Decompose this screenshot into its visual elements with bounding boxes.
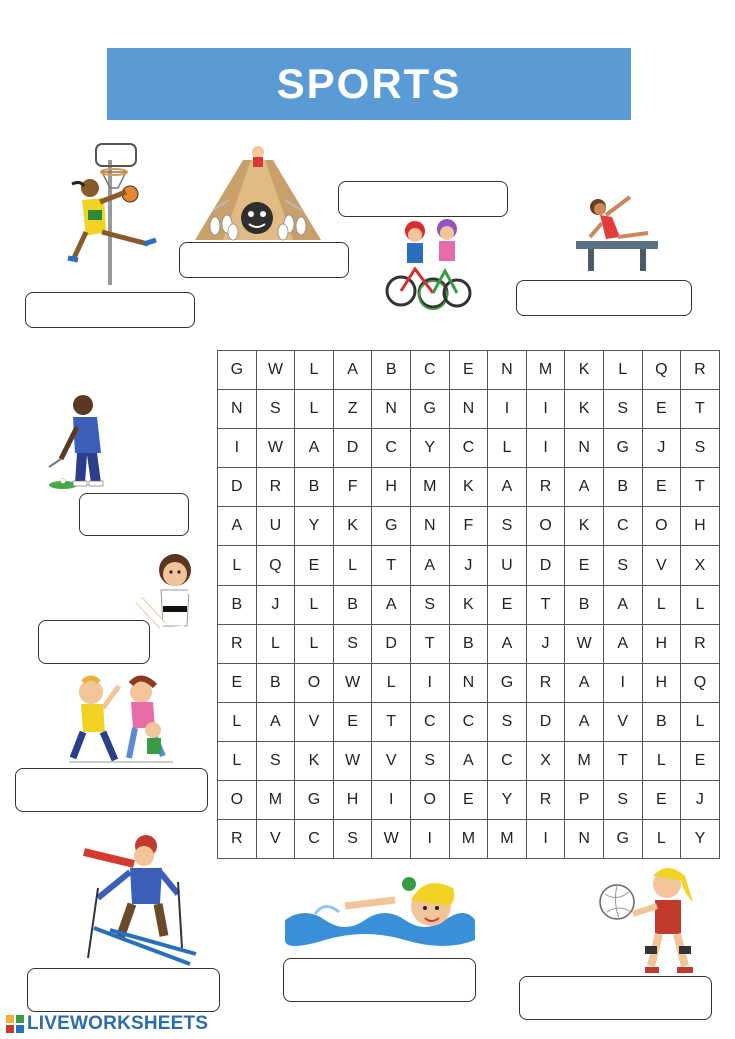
grid-cell[interactable]: A <box>565 702 604 741</box>
grid-cell[interactable]: O <box>526 507 565 546</box>
grid-cell[interactable]: T <box>681 390 720 429</box>
grid-cell[interactable]: W <box>256 351 295 390</box>
grid-row <box>218 507 720 546</box>
footer-brand <box>6 1013 208 1035</box>
grid-cell[interactable]: K <box>449 585 488 624</box>
grid-cell[interactable]: G <box>218 351 257 390</box>
grid-cell[interactable]: O <box>642 507 681 546</box>
golf-picture <box>45 393 120 491</box>
grid-cell[interactable]: U <box>488 546 527 585</box>
grid-cell[interactable]: B <box>218 585 257 624</box>
grid-cell[interactable]: B <box>295 468 334 507</box>
grid-cell[interactable]: E <box>449 351 488 390</box>
bowling-picture <box>193 140 323 245</box>
grid-cell[interactable]: I <box>526 390 565 429</box>
grid-cell[interactable]: R <box>218 820 257 859</box>
grid-cell[interactable]: N <box>565 820 604 859</box>
grid-cell[interactable]: S <box>603 781 642 820</box>
grid-cell[interactable]: J <box>449 546 488 585</box>
grid-cell[interactable]: A <box>488 468 527 507</box>
answer-box-swimming[interactable] <box>283 958 476 1002</box>
grid-cell[interactable]: A <box>565 468 604 507</box>
grid-cell[interactable]: L <box>488 429 527 468</box>
grid-cell[interactable]: H <box>642 624 681 663</box>
grid-cell[interactable]: E <box>681 741 720 780</box>
grid-cell[interactable]: A <box>603 585 642 624</box>
grid-cell[interactable]: T <box>603 741 642 780</box>
grid-cell[interactable]: I <box>526 429 565 468</box>
grid-cell[interactable]: U <box>256 507 295 546</box>
grid-cell[interactable]: K <box>565 390 604 429</box>
grid-row <box>218 781 720 820</box>
grid-cell[interactable]: M <box>488 820 527 859</box>
grid-cell[interactable]: C <box>449 429 488 468</box>
grid-cell[interactable]: T <box>526 585 565 624</box>
grid-cell[interactable]: M <box>449 820 488 859</box>
page-title: SPORTS <box>276 60 462 107</box>
grid-cell[interactable]: F <box>449 507 488 546</box>
answer-box-gymnastics[interactable] <box>516 280 692 316</box>
grid-cell[interactable]: R <box>218 624 257 663</box>
grid-cell[interactable]: J <box>642 429 681 468</box>
grid-cell[interactable]: L <box>603 351 642 390</box>
grid-cell[interactable]: T <box>410 624 449 663</box>
volleyball-picture <box>597 862 707 977</box>
grid-cell[interactable]: L <box>642 741 681 780</box>
athletics-picture <box>63 672 183 769</box>
grid-cell[interactable]: D <box>372 624 411 663</box>
karate-picture <box>133 550 205 660</box>
answer-box-golf[interactable] <box>79 493 189 536</box>
grid-cell[interactable]: E <box>642 390 681 429</box>
grid-row <box>218 351 720 390</box>
grid-cell[interactable]: S <box>256 741 295 780</box>
grid-cell[interactable]: E <box>333 702 372 741</box>
grid-cell[interactable]: L <box>295 351 334 390</box>
grid-cell[interactable]: D <box>526 546 565 585</box>
grid-cell[interactable]: A <box>372 585 411 624</box>
grid-cell[interactable]: W <box>256 429 295 468</box>
grid-cell[interactable]: K <box>449 468 488 507</box>
grid-cell[interactable]: J <box>256 585 295 624</box>
grid-cell[interactable]: L <box>681 702 720 741</box>
grid-cell[interactable]: B <box>642 702 681 741</box>
grid-cell[interactable]: K <box>565 351 604 390</box>
grid-cell[interactable]: E <box>218 663 257 702</box>
grid-cell[interactable]: D <box>333 429 372 468</box>
grid-cell[interactable]: H <box>333 781 372 820</box>
grid-cell[interactable]: H <box>642 663 681 702</box>
grid-cell[interactable]: I <box>218 429 257 468</box>
answer-box-skiing[interactable] <box>27 968 220 1012</box>
grid-cell[interactable]: G <box>410 390 449 429</box>
grid-cell[interactable]: Q <box>256 546 295 585</box>
grid-cell[interactable]: V <box>642 546 681 585</box>
grid-cell[interactable]: W <box>565 624 604 663</box>
grid-cell[interactable]: A <box>333 351 372 390</box>
grid-cell[interactable]: S <box>333 624 372 663</box>
grid-cell[interactable]: N <box>565 429 604 468</box>
grid-cell[interactable]: V <box>256 820 295 859</box>
grid-cell[interactable]: H <box>681 507 720 546</box>
grid-cell[interactable]: B <box>565 585 604 624</box>
grid-cell[interactable]: E <box>565 546 604 585</box>
grid-cell[interactable]: D <box>526 702 565 741</box>
answer-box-volleyball[interactable] <box>519 976 712 1020</box>
swimming-picture <box>285 870 475 952</box>
grid-cell[interactable]: I <box>488 390 527 429</box>
grid-cell[interactable]: W <box>333 741 372 780</box>
liveworksheets-logo-icon <box>6 1015 24 1033</box>
grid-cell[interactable]: B <box>372 351 411 390</box>
grid-cell[interactable]: E <box>449 781 488 820</box>
grid-row <box>218 390 720 429</box>
answer-box-cycling[interactable] <box>338 181 508 217</box>
grid-cell[interactable]: Z <box>333 390 372 429</box>
word-search-grid <box>217 350 720 859</box>
grid-cell[interactable]: A <box>488 624 527 663</box>
grid-cell[interactable]: I <box>603 663 642 702</box>
grid-cell[interactable]: S <box>603 390 642 429</box>
grid-cell[interactable]: M <box>410 468 449 507</box>
grid-cell[interactable]: A <box>295 429 334 468</box>
grid-cell[interactable]: V <box>603 702 642 741</box>
grid-cell[interactable]: J <box>526 624 565 663</box>
grid-row <box>218 624 720 663</box>
grid-cell[interactable]: A <box>218 507 257 546</box>
grid-cell[interactable]: L <box>256 624 295 663</box>
grid-cell[interactable]: C <box>449 702 488 741</box>
grid-cell[interactable]: Y <box>488 781 527 820</box>
grid-cell[interactable]: E <box>642 781 681 820</box>
grid-cell[interactable]: M <box>526 351 565 390</box>
grid-cell[interactable]: T <box>372 702 411 741</box>
grid-cell[interactable]: C <box>488 741 527 780</box>
grid-cell[interactable]: G <box>603 820 642 859</box>
grid-cell[interactable]: C <box>372 429 411 468</box>
grid-cell[interactable]: R <box>526 781 565 820</box>
answer-box-basketball[interactable] <box>25 292 195 328</box>
footer-brand-text: LIVEWORKSHEETS <box>27 1013 209 1034</box>
grid-cell[interactable]: E <box>642 468 681 507</box>
grid-cell[interactable]: O <box>218 781 257 820</box>
grid-cell[interactable]: W <box>372 820 411 859</box>
grid-row <box>218 663 720 702</box>
grid-cell[interactable]: K <box>565 507 604 546</box>
grid-cell[interactable]: Q <box>642 351 681 390</box>
grid-cell[interactable]: S <box>488 507 527 546</box>
cycling-picture <box>385 215 475 312</box>
grid-cell[interactable]: L <box>681 585 720 624</box>
grid-row <box>218 741 720 780</box>
grid-cell[interactable]: O <box>410 781 449 820</box>
grid-row <box>218 585 720 624</box>
grid-cell[interactable]: L <box>295 390 334 429</box>
grid-cell[interactable]: S <box>488 702 527 741</box>
grid-cell[interactable]: R <box>681 351 720 390</box>
grid-cell[interactable]: C <box>603 507 642 546</box>
grid-cell[interactable]: S <box>410 741 449 780</box>
grid-cell[interactable]: K <box>333 507 372 546</box>
grid-cell[interactable]: E <box>488 585 527 624</box>
grid-cell[interactable]: A <box>410 546 449 585</box>
title-banner <box>107 48 631 120</box>
grid-cell[interactable]: L <box>218 702 257 741</box>
grid-cell[interactable]: N <box>449 663 488 702</box>
grid-cell[interactable]: I <box>410 663 449 702</box>
grid-cell[interactable]: G <box>488 663 527 702</box>
grid-cell[interactable]: X <box>681 546 720 585</box>
grid-row <box>218 820 720 859</box>
grid-cell[interactable]: S <box>256 390 295 429</box>
grid-row <box>218 468 720 507</box>
grid-cell[interactable]: C <box>410 702 449 741</box>
grid-cell[interactable]: Y <box>681 820 720 859</box>
grid-cell[interactable]: A <box>565 663 604 702</box>
grid-cell[interactable]: X <box>526 741 565 780</box>
grid-cell[interactable]: S <box>603 546 642 585</box>
grid-cell[interactable]: L <box>333 546 372 585</box>
grid-cell[interactable]: L <box>642 820 681 859</box>
grid-cell[interactable]: R <box>256 468 295 507</box>
grid-cell[interactable]: P <box>565 781 604 820</box>
grid-row <box>218 702 720 741</box>
grid-cell[interactable]: N <box>488 351 527 390</box>
grid-row <box>218 429 720 468</box>
grid-cell[interactable]: G <box>372 507 411 546</box>
grid-cell[interactable]: N <box>372 390 411 429</box>
grid-cell[interactable]: R <box>526 663 565 702</box>
grid-cell[interactable]: L <box>372 663 411 702</box>
answer-box-athletics[interactable] <box>15 768 208 812</box>
grid-cell[interactable]: V <box>372 741 411 780</box>
grid-cell[interactable]: W <box>333 663 372 702</box>
grid-cell[interactable]: H <box>372 468 411 507</box>
grid-cell[interactable]: N <box>218 390 257 429</box>
grid-cell[interactable]: N <box>449 390 488 429</box>
grid-cell[interactable]: A <box>256 702 295 741</box>
grid-cell[interactable]: E <box>295 546 334 585</box>
grid-cell[interactable]: Y <box>295 507 334 546</box>
grid-cell[interactable]: N <box>410 507 449 546</box>
grid-cell[interactable]: M <box>256 781 295 820</box>
grid-cell[interactable]: C <box>295 820 334 859</box>
grid-cell[interactable]: V <box>295 702 334 741</box>
grid-cell[interactable]: I <box>526 820 565 859</box>
grid-cell[interactable]: B <box>333 585 372 624</box>
grid-cell[interactable]: G <box>295 781 334 820</box>
grid-cell[interactable]: K <box>295 741 334 780</box>
basketball-player-picture <box>60 140 165 285</box>
grid-cell[interactable]: S <box>410 585 449 624</box>
grid-cell[interactable]: Q <box>681 663 720 702</box>
grid-cell[interactable]: B <box>449 624 488 663</box>
grid-cell[interactable]: Y <box>410 429 449 468</box>
grid-cell[interactable]: B <box>603 468 642 507</box>
grid-cell[interactable]: A <box>603 624 642 663</box>
grid-cell[interactable]: O <box>295 663 334 702</box>
grid-cell[interactable]: L <box>218 741 257 780</box>
grid-cell[interactable]: C <box>410 351 449 390</box>
answer-box-bowling[interactable] <box>179 242 349 278</box>
gymnastics-picture <box>572 193 662 273</box>
grid-cell[interactable]: S <box>681 429 720 468</box>
grid-cell[interactable]: R <box>681 624 720 663</box>
grid-cell[interactable]: T <box>681 468 720 507</box>
grid-cell[interactable]: L <box>218 546 257 585</box>
grid-cell[interactable]: I <box>372 781 411 820</box>
grid-cell[interactable]: J <box>681 781 720 820</box>
grid-cell[interactable]: L <box>295 624 334 663</box>
grid-cell[interactable]: I <box>410 820 449 859</box>
grid-cell[interactable]: T <box>372 546 411 585</box>
grid-cell[interactable]: D <box>218 468 257 507</box>
grid-cell[interactable]: M <box>565 741 604 780</box>
grid-body <box>218 351 720 859</box>
skiing-picture <box>80 828 200 968</box>
grid-row <box>218 546 720 585</box>
grid-cell[interactable]: G <box>603 429 642 468</box>
grid-cell[interactable]: F <box>333 468 372 507</box>
grid-cell[interactable]: A <box>449 741 488 780</box>
grid-cell[interactable]: L <box>295 585 334 624</box>
grid-cell[interactable]: S <box>333 820 372 859</box>
grid-cell[interactable]: B <box>256 663 295 702</box>
grid-cell[interactable]: L <box>642 585 681 624</box>
grid-cell[interactable]: R <box>526 468 565 507</box>
